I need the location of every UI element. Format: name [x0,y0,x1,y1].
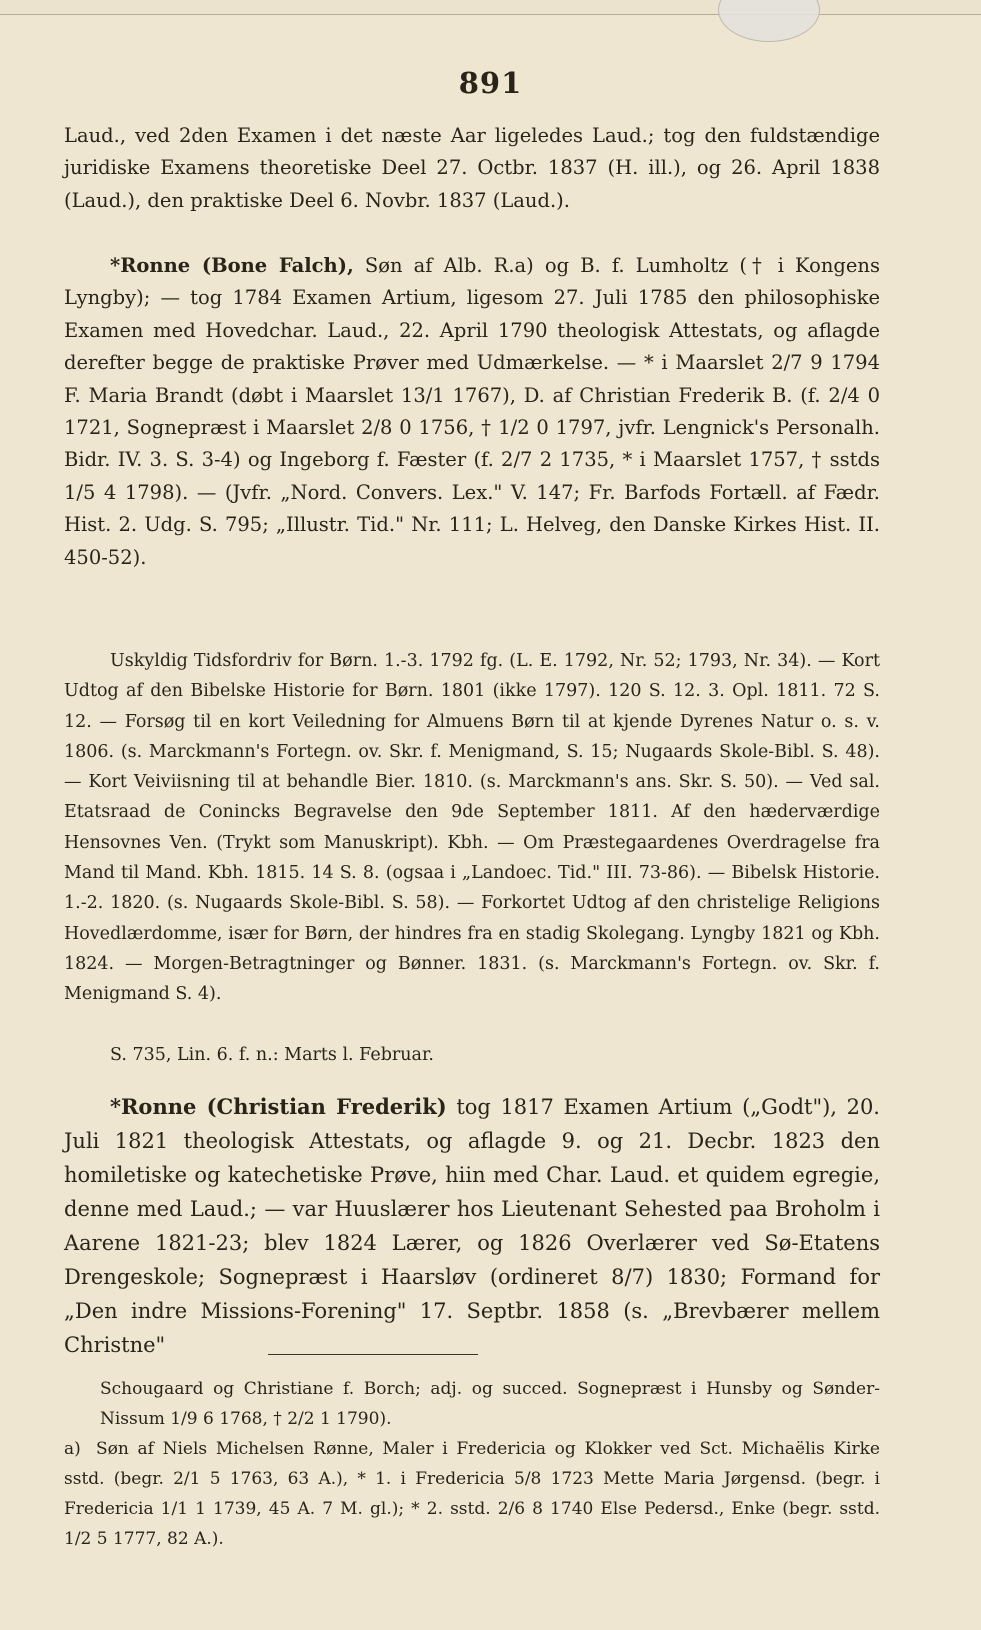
footnote-a-text: Søn af Niels Michelsen Rønne, Maler i Fredericia og Klokker ved Sct. Michaëlis Kirke sstd. (begr. 2/1 5 1763, 63 A.), * 1. i Fredericia 5/8 1723 Mette Maria Jørgensd. (begr. i Fredericia 1/1 1 1739, 45 A. 7 M. gl.); * 2. sstd. 2/6 8 1740 Else Pedersd., Enke (begr. sstd. 1/2 5 1777, 82 A.). [64,1439,880,1549]
entry-bone-falch-works-block [64,646,880,1010]
erratum-block [64,1040,880,1070]
page-top-edge [0,0,981,15]
entry-christian-frederik-paragraph [64,1090,880,1362]
footnote-a [64,1434,880,1554]
carryover-paragraph-block [64,120,880,217]
page-number: 891 [458,66,523,100]
footnote-continuation: Schougaard og Christiane f. Borch; adj. og succed. Sognepræst i Hunsby og Sønder-Nissum 1/9 6 1768, † 2/2 1 1790). [100,1379,880,1429]
entry-bone-falch-ronne [64,250,880,574]
entry-bone-falch-body: Søn af Alb. R.a) og B. f. Lumholtz († i Kongens Lyngby); — tog 1784 Examen Artium, ligesom 27. Juli 1785 den philosophiske Examen med Hovedchar. Laud., 22. April 1790 theologisk Attestats, og aflagde derefter begge de praktiske Prøver med Udmærkelse. — * i Maarslet 2/7 9 1794 F. Maria Brandt (døbt i Maarslet 13/1 1767), D. af Christian Frederik B. (f. 2/4 0 1721, Sognepræst i Maarslet 2/8 0 1756, † 1/2 0 1797, jvfr. Lengnick's Personalh. Bidr. IV. 3. S. 3-4) og Ingeborg f. Fæster (f. 2/7 2 1735, * i Maarslet 1757, † sstds 1/5 4 1798). — (Jvfr. „Nord. Convers. Lex." V. 147; Fr. Barfods Fortæll. af Fædr. Hist. 2. Udg. S. 795; „Illustr. Tid." Nr. 111; L. Helveg, den Danske Kirkes Hist. II. 450-52). [64,254,880,569]
entry-christian-frederik-body: tog 1817 Examen Artium („Godt"), 20. Juli 1821 theologisk Attestats, og aflagde 9. og 21. Decbr. 1823 den homiletiske og katechetiske Prøve, hiin med Char. Laud. et quidem egregie, denne med Laud.; — var Huuslærer hos Lieutenant Sehested paa Broholm i Aarene 1821-23; blev 1824 Lærer, og 1826 Overlærer ved Sø-Etatens Drengeskole; Sognepræst i Haarsløv (ordineret 8/7) 1830; Formand for „Den indre Missions-Forening" 17. Septbr. 1858 (s. „Brevbærer mellem Christne" [64,1095,880,1357]
entry-bone-falch-body-paragraph [64,250,880,574]
entry-christian-frederik-ronne [64,1090,880,1362]
erratum-note: S. 735, Lin. 6. f. n.: Marts l. Februar. [110,1045,434,1065]
paper-stain [718,0,820,42]
footnote-a-marker: a) [64,1439,81,1459]
footnotes [64,1374,880,1554]
carryover-paragraph: Laud., ved 2den Examen i det næste Aar ligeledes Laud.; tog den fuldstændige juridiske Examens theoretiske Deel 27. Octbr. 1837 (H. ill.), og 26. April 1838 (Laud.), den praktiske Deel 6. Novbr. 1837 (Laud.). [64,124,880,212]
entry-bone-falch-heading: *Ronne (Bone Falch), [110,254,354,277]
entry-christian-frederik-heading: *Ronne (Christian Frederik) [110,1094,447,1119]
entry-bone-falch-works: Uskyldig Tidsfordriv for Børn. 1.-3. 1792 fg. (L. E. 1792, Nr. 52; 1793, Nr. 34). — Kort Udtog af den Bibelske Historie for Børn. 1801 (ikke 1797). 120 S. 12. 3. Opl. 1811. 72 S. 12. — Forsøg til en kort Veiledning for Almuens Børn til at kjende Dyrenes Natur o. s. v. 1806. (s. Marckmann's Fortegn. ov. Skr. f. Menigmand, S. 15; Nugaards Skole-Bibl. S. 48). — Kort Veiviisning til at behandle Bier. 1810. (s. Marckmann's ans. Skr. S. 50). — Ved sal. Etatsraad de Conincks Begravelse den 9de September 1811. Af den hæderværdige Hensovnes Ven. (Trykt som Manuskript). Kbh. — Om Præstegaardenes Overdragelse fra Mand til Mand. Kbh. 1815. 14 S. 8. (ogsaa i „Landoec. Tid." III. 73-86). — Bibelsk Historie. 1.-2. 1820. (s. Nugaards Skole-Bibl. S. 58). — Forkortet Udtog af den christelige Religions Hovedlærdomme, især for Børn, der hindres fra en stadig Skolegang. Lyngby 1821 og Kbh. 1824. — Morgen-Betragtninger og Bønner. 1831. (s. Marckmann's Fortegn. ov. Skr. f. Menigmand S. 4). [64,651,880,1005]
footnote-rule [268,1354,478,1355]
